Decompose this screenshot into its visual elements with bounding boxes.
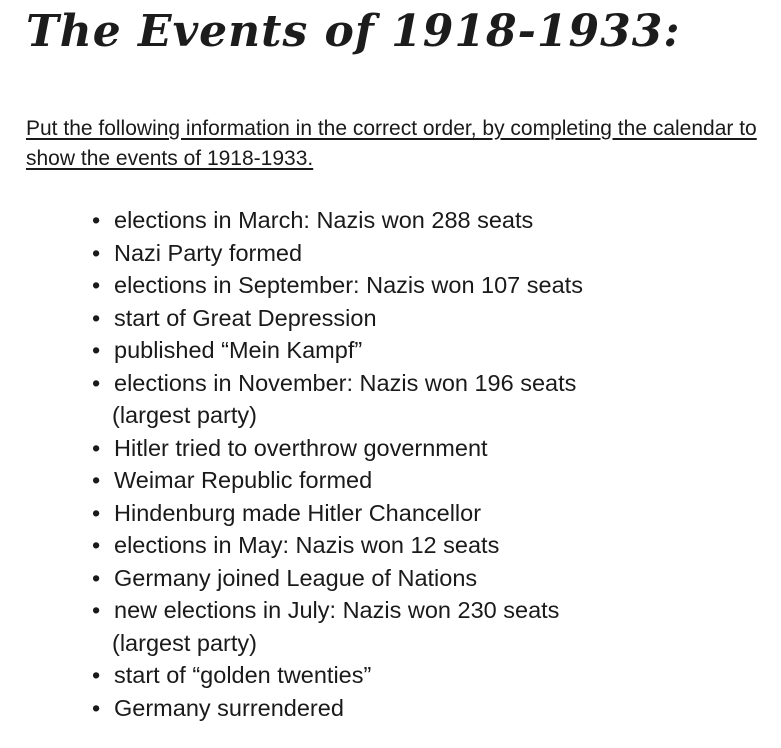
- event-text: elections in May: Nazis won 12 seats: [114, 532, 500, 558]
- bullet-icon: •: [92, 434, 101, 461]
- event-item: [92, 692, 583, 725]
- event-text: Hindenburg made Hitler Chancellor: [114, 499, 482, 526]
- event-item: [92, 237, 583, 270]
- event-item: [92, 594, 583, 659]
- event-text: Nazi Party formed: [114, 239, 303, 266]
- bullet-icon: •: [92, 467, 101, 493]
- event-item: [92, 464, 583, 497]
- event-text: Hitler tried to overthrow government: [114, 434, 488, 461]
- event-text: start of “golden twenties”: [114, 662, 372, 688]
- bullet-icon: •: [92, 694, 101, 721]
- event-text: Weimar Republic formed: [114, 467, 373, 493]
- event-item: [92, 497, 583, 530]
- instruction-text: Put the following information in the correct order, by completing the calendar to show the events of 1918-1933.: [26, 117, 757, 170]
- event-item: [92, 529, 583, 562]
- bullet-icon: •: [92, 272, 101, 298]
- bullet-icon: •: [92, 369, 101, 396]
- event-item: [92, 562, 583, 595]
- event-text-continuation: (largest party): [112, 402, 257, 428]
- event-text: elections in September: Nazis won 107 seats: [114, 272, 583, 298]
- bullet-icon: •: [92, 662, 101, 688]
- event-item: [92, 204, 583, 237]
- event-item: [92, 432, 583, 465]
- event-item: [92, 367, 583, 432]
- event-item: [92, 334, 583, 367]
- event-item: [92, 659, 583, 692]
- event-item: [92, 269, 583, 302]
- event-text: elections in March: Nazis won 288 seats: [114, 207, 534, 233]
- bullet-icon: •: [92, 304, 101, 331]
- event-item: [92, 302, 583, 335]
- event-text: start of Great Depression: [114, 304, 377, 331]
- page-title: The Events of 1918-1933:: [26, 6, 681, 57]
- bullet-icon: •: [92, 207, 101, 233]
- bullet-icon: •: [92, 564, 101, 591]
- bullet-icon: •: [92, 532, 101, 558]
- bullet-icon: •: [92, 337, 101, 363]
- event-text: new elections in July: Nazis won 230 seats: [114, 597, 560, 623]
- bullet-icon: •: [92, 499, 101, 526]
- event-text: published “Mein Kampf”: [114, 337, 363, 363]
- bullet-icon: •: [92, 597, 101, 623]
- event-text: Germany joined League of Nations: [114, 564, 478, 591]
- event-list: [92, 204, 583, 724]
- event-text: elections in November: Nazis won 196 seats: [114, 369, 577, 396]
- bullet-icon: •: [92, 239, 101, 266]
- event-text-continuation: (largest party): [112, 629, 257, 656]
- event-text: Germany surrendered: [114, 694, 344, 721]
